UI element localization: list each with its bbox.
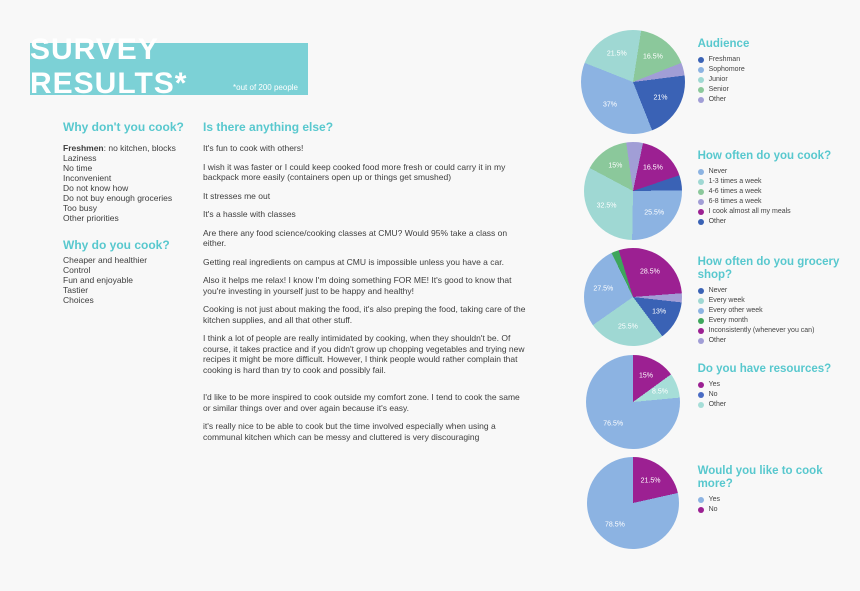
pie-slice-label: 8.5% — [652, 388, 669, 396]
legend-color-dot — [698, 328, 704, 334]
heading-why-do-you-cook: Why do you cook? — [63, 238, 170, 252]
chart-info — [698, 355, 860, 449]
legend-label: No — [708, 506, 718, 513]
legend-color-dot — [698, 209, 704, 215]
legend-entry — [698, 96, 860, 103]
list-item: Do not know how — [63, 183, 129, 193]
pie-slice-label: 37% — [602, 101, 617, 109]
legend-entry — [698, 188, 860, 195]
list-item: Laziness — [63, 153, 97, 163]
pie-column — [578, 457, 688, 549]
chart-title: Do you have resources? — [697, 363, 832, 375]
pie-slice-label: 21% — [653, 94, 668, 102]
legend-entry — [698, 506, 860, 513]
chart-title: Audience — [697, 38, 750, 50]
pie-chart — [587, 457, 679, 549]
legend-label: 6-8 times a week — [708, 198, 762, 205]
chart-title: Would you like to cook more? — [697, 465, 823, 490]
answer-paragraph: I'd like to be more inspired to cook outside my comfort zone. I tend to cook the same or similar things over and over again because it's easy. — [203, 392, 520, 413]
list-item: Control — [63, 265, 91, 275]
answer-paragraph: It stresses me out — [203, 190, 271, 201]
heading-why-dont-you-cook: Why don't you cook? — [63, 120, 184, 134]
pie-slice-label: 78.5% — [605, 521, 625, 529]
answer-paragraph: it's really nice to be able to cook but the time involved especially when using a communal kitchen which can be messy and cluttered is very discouraging — [203, 421, 496, 442]
pie-slice-label: 25.5% — [644, 209, 665, 217]
list-item: Too busy — [63, 203, 98, 213]
legend-entry — [698, 208, 860, 215]
legend-entry — [698, 391, 860, 398]
legend-entry — [698, 496, 860, 503]
list-item-bold-term: Freshmen — [63, 143, 104, 153]
legend-color-dot — [698, 497, 704, 503]
list-item: Choices — [63, 295, 94, 305]
pie-slice-label: 21.5% — [640, 477, 661, 485]
chart-row-1 — [578, 142, 860, 240]
pie-chart — [584, 142, 682, 240]
legend-entry — [698, 297, 860, 304]
chart-info — [698, 30, 860, 134]
list-item: Freshmen: no kitchen, blocks — [63, 143, 176, 153]
legend-label: Junior — [708, 76, 728, 83]
why-do-you-cook-list — [63, 255, 198, 305]
legend-label: Other — [708, 401, 727, 408]
legend-label: Other — [708, 96, 727, 103]
answer-paragraph: It's a hassle with classes — [203, 209, 296, 219]
anything-else-paragraphs — [203, 143, 528, 442]
answer-paragraph: Cooking is not just about making the food, it's also preping the food, taking care of the kitchen supplies, and all that other stuff. — [203, 304, 526, 325]
legend-label: Senior — [708, 86, 729, 93]
legend-entry — [698, 168, 860, 175]
legend-color-dot — [698, 507, 704, 513]
pie-slice-label: 16.5% — [642, 164, 663, 172]
chart-legend — [698, 381, 860, 408]
pie-slice-label: 21.5% — [606, 50, 627, 58]
legend-entry — [698, 86, 860, 93]
legend-entry — [698, 76, 860, 83]
pie-slice-label: 32.5% — [596, 202, 617, 210]
legend-entry — [698, 178, 860, 185]
legend-entry — [698, 381, 860, 388]
pie-column — [578, 142, 688, 240]
legend-entry — [698, 218, 860, 225]
legend-label: Yes — [708, 381, 720, 388]
chart-title: How often do you cook? — [697, 150, 832, 162]
pie-slice-label: 25.5% — [618, 323, 638, 331]
legend-color-dot — [698, 318, 704, 324]
legend-label: Every month — [708, 317, 748, 324]
chart-legend — [698, 496, 860, 513]
legend-label: Sophomore — [708, 66, 745, 73]
heading-anything-else: Is there anything else? — [203, 120, 334, 134]
legend-color-dot — [698, 338, 704, 344]
legend-color-dot — [698, 189, 704, 195]
pie-chart — [581, 30, 685, 134]
legend-label: 4-6 times a week — [708, 188, 762, 195]
pie-chart — [586, 355, 680, 449]
page-subtitle: *out of 200 people — [233, 83, 298, 92]
legend-label: I cook almost all my meals — [708, 208, 791, 215]
legend-label: Yes — [708, 496, 720, 503]
pie-chart — [584, 248, 682, 346]
legend-color-dot — [698, 402, 704, 408]
legend-color-dot — [698, 169, 704, 175]
legend-label: Other — [708, 337, 727, 344]
list-item: Inconvenient — [63, 173, 112, 183]
legend-color-dot — [698, 308, 704, 314]
legend-color-dot — [698, 97, 704, 103]
legend-color-dot — [698, 57, 704, 63]
legend-entry — [698, 198, 860, 205]
chart-info — [698, 457, 860, 549]
pie-slice-label: 16.5% — [643, 53, 663, 61]
chart-info — [698, 248, 860, 347]
charts-column — [578, 30, 860, 557]
page-title: SURVEY RESULTS* — [30, 33, 188, 100]
legend-color-dot — [698, 87, 704, 93]
pie-column — [578, 248, 688, 347]
legend-label: 1-3 times a week — [708, 178, 762, 185]
legend-label: Every other week — [708, 307, 763, 314]
legend-entry — [698, 327, 860, 334]
chart-row-0 — [578, 30, 860, 134]
legend-color-dot — [698, 382, 704, 388]
answer-paragraph: I think a lot of people are really intimidated by cooking, when they shouldn't be. Of course, it takes practice and if you didn't grow up chopping vegetables and trying new recipes it might be more difficult. However, I think people would rather complain that cooking is hard than try to cook and possibly fail. — [203, 333, 525, 375]
chart-row-2 — [578, 248, 860, 347]
chart-row-4 — [578, 457, 860, 549]
list-item: Cheaper and healthier — [63, 255, 148, 265]
legend-label: Never — [708, 287, 728, 294]
list-item: No time — [63, 163, 93, 173]
pie-slice-label: 15% — [638, 372, 654, 380]
pie-slice-label: 27.5% — [593, 285, 614, 293]
legend-color-dot — [698, 77, 704, 83]
pie-slice-label: 76.5% — [603, 420, 624, 428]
legend-entry — [698, 56, 860, 63]
legend-color-dot — [698, 199, 704, 205]
anything-else-column — [203, 120, 528, 450]
legend-color-dot — [698, 219, 704, 225]
legend-label: Inconsistently (whenever you can) — [708, 327, 815, 334]
pie-slice-label: 13% — [652, 308, 667, 316]
title-banner — [30, 33, 308, 100]
answer-paragraph: Getting real ingredients on campus at CMU is impossible unless you have a car. — [203, 256, 504, 267]
chart-legend — [698, 56, 860, 103]
legend-entry — [698, 66, 860, 73]
chart-legend — [698, 168, 860, 225]
legend-entry — [698, 307, 860, 314]
legend-label: Never — [708, 168, 728, 175]
list-item: Do not buy enough groceries — [63, 193, 173, 203]
legend-entry — [698, 401, 860, 408]
legend-color-dot — [698, 298, 704, 304]
answer-paragraph: Also it helps me relax! I know I'm doing something FOR ME! It's good to know that you're investing in yourself just to be happy and healthy! — [203, 275, 512, 296]
answer-paragraph: Are there any food science/cooking classes at CMU? Would 95% take a class on either. — [203, 227, 508, 248]
chart-legend — [698, 287, 860, 344]
list-item: Other priorities — [63, 213, 119, 223]
chart-info — [698, 142, 860, 240]
chart-row-3 — [578, 355, 860, 449]
answer-paragraph: I wish it was faster or I could keep cooked food more fresh or could carry it in my backpack more easily (containers open up or things get smushed) — [203, 161, 506, 182]
pie-slice-label: 28.5% — [639, 268, 660, 276]
why-dont-you-cook-list — [63, 143, 198, 223]
list-item: Fun and enjoyable — [63, 275, 133, 285]
list-item: Tastier — [63, 285, 89, 295]
legend-entry — [698, 337, 860, 344]
legend-label: Every week — [708, 297, 745, 304]
legend-color-dot — [698, 392, 704, 398]
legend-label: Freshman — [708, 56, 741, 63]
pie-slice-label: 15% — [608, 162, 623, 170]
legend-color-dot — [698, 67, 704, 73]
answer-paragraph: It's fun to cook with others! — [203, 143, 304, 153]
legend-entry — [698, 287, 860, 294]
pie-column — [578, 30, 688, 134]
legend-color-dot — [698, 179, 704, 185]
reasons-column — [63, 120, 198, 305]
pie-column — [578, 355, 688, 449]
legend-entry — [698, 317, 860, 324]
legend-label: No — [708, 391, 718, 398]
legend-color-dot — [698, 288, 704, 294]
chart-title: How often do you grocery shop? — [697, 256, 840, 281]
legend-label: Other — [708, 218, 727, 225]
